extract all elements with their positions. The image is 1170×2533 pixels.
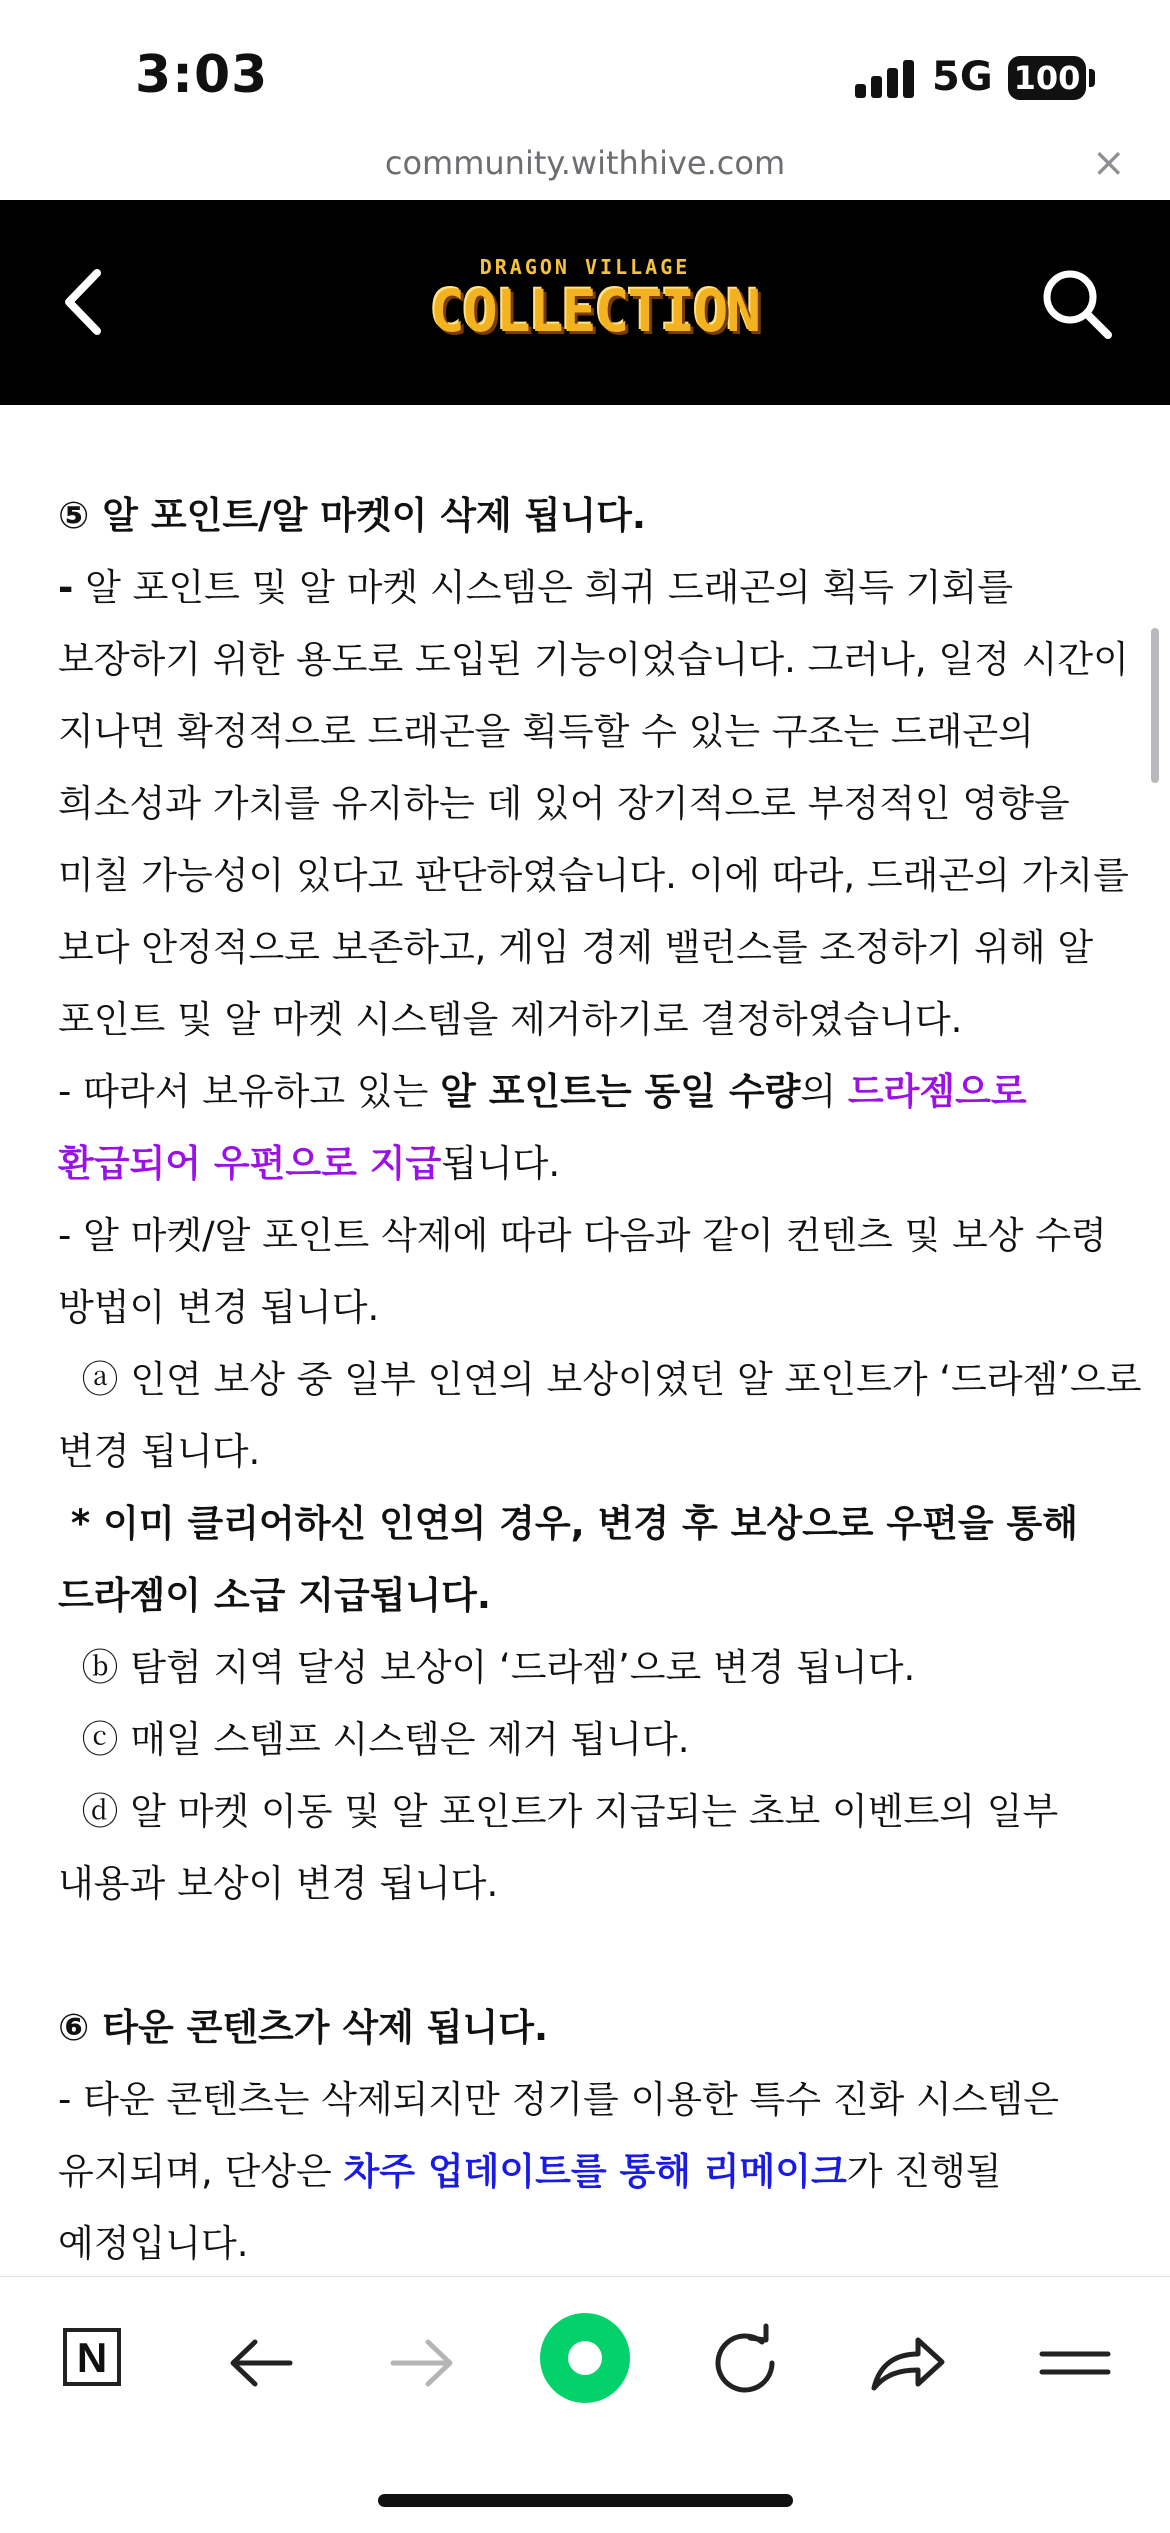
close-icon[interactable]: × [1092,140,1126,186]
text-line: 환급되어 우편으로 지급됩니다. [58,1142,561,1185]
green-dot-icon[interactable] [540,2313,630,2403]
text-line: - 따라서 보유하고 있는 알 포인트는 동일 수량의 드라젬으로 [58,1070,1027,1113]
text-line: 내용과 보상이 변경 됩니다. [58,1862,499,1905]
section-5-title: ⑤ 알 포인트/알 마켓이 삭제 됩니다. [58,494,646,537]
text-line: 변경 됩니다. [58,1430,261,1473]
arrow-right-icon[interactable] [378,2318,468,2408]
text-line: ⓓ 알 마켓 이동 및 알 포인트가 지급되는 초보 이벤트의 일부 [58,1790,1059,1833]
text-line: ⓐ 인연 보상 중 일부 인연의 보상이였던 알 포인트가 ‘드라젬’으로 [58,1358,1142,1401]
arrow-left-icon[interactable] [215,2318,305,2408]
url-text[interactable]: community.withhive.com [384,144,786,182]
text-line: * 이미 클리어하신 인연의 경우, 변경 후 보상으로 우편을 통해 [58,1502,1079,1545]
article-body [58,480,1142,2280]
search-icon[interactable] [1038,265,1118,345]
scrollbar[interactable] [1151,628,1159,783]
text-line: 예정입니다. [58,2222,249,2265]
text-line: - 알 마켓/알 포인트 삭제에 따라 다음과 같이 컨텐츠 및 보상 수령 [58,1214,1107,1257]
cellular-signal-icon [855,58,917,98]
text-line: 드라젬이 소급 지급됩니다. [58,1574,491,1617]
text-line: 유지되며, 단상은 차주 업데이트를 통해 리메이크가 진행될 [58,2150,1002,2193]
menu-icon[interactable] [1030,2318,1120,2408]
text-line: ⓒ 매일 스템프 시스템은 제거 됩니다. [58,1718,690,1761]
text-line: - 타운 콘텐츠는 삭제되지만 정기를 이용한 특수 진화 시스템은 [58,2078,1059,2121]
url-bar[interactable] [0,140,1170,200]
status-bar [0,0,1170,140]
clock: 3:03 [135,45,269,105]
text-line: ⓑ 탐험 지역 달성 보상이 ‘드라젬’으로 변경 됩니다. [58,1646,916,1689]
text-line: 희소성과 가치를 유지하는 데 있어 장기적으로 부정적인 영향을 [58,782,1070,825]
home-indicator[interactable] [378,2494,793,2507]
text-line: 방법이 변경 됩니다. [58,1286,380,1329]
text-line: 미칠 가능성이 있다고 판단하였습니다. 이에 따라, 드래곤의 가치를 [58,854,1129,897]
text-line: 포인트 및 알 마켓 시스템을 제거하기로 결정하였습니다. [58,998,963,1041]
section-6-title: ⑥ 타운 콘텐츠가 삭제 됩니다. [58,2006,549,2049]
text-line: - 알 포인트 및 알 마켓 시스템은 희귀 드래곤의 획득 기회를 [58,566,1014,609]
reload-icon[interactable] [700,2318,790,2408]
site-header [0,200,1170,405]
battery-tip [1089,69,1095,87]
naver-n-icon[interactable]: N [53,2318,143,2408]
share-icon[interactable] [862,2318,952,2408]
section-gap [58,1920,1118,1992]
network-type: 5G [932,54,993,100]
text-line: 보다 안정적으로 보존하고, 게임 경제 밸런스를 조정하기 위해 알 [58,926,1094,969]
game-logo[interactable]: DRAGON VILLAGE COLLECTION [430,255,760,345]
battery-icon: 100 [1008,56,1086,100]
chevron-left-icon[interactable] [55,265,115,340]
text-line: 지나면 확정적으로 드래곤을 획득할 수 있는 구조는 드래곤의 [58,710,1034,753]
text-line: 보장하기 위한 용도로 도입된 기능이었습니다. 그러나, 일정 시간이 [58,638,1129,681]
